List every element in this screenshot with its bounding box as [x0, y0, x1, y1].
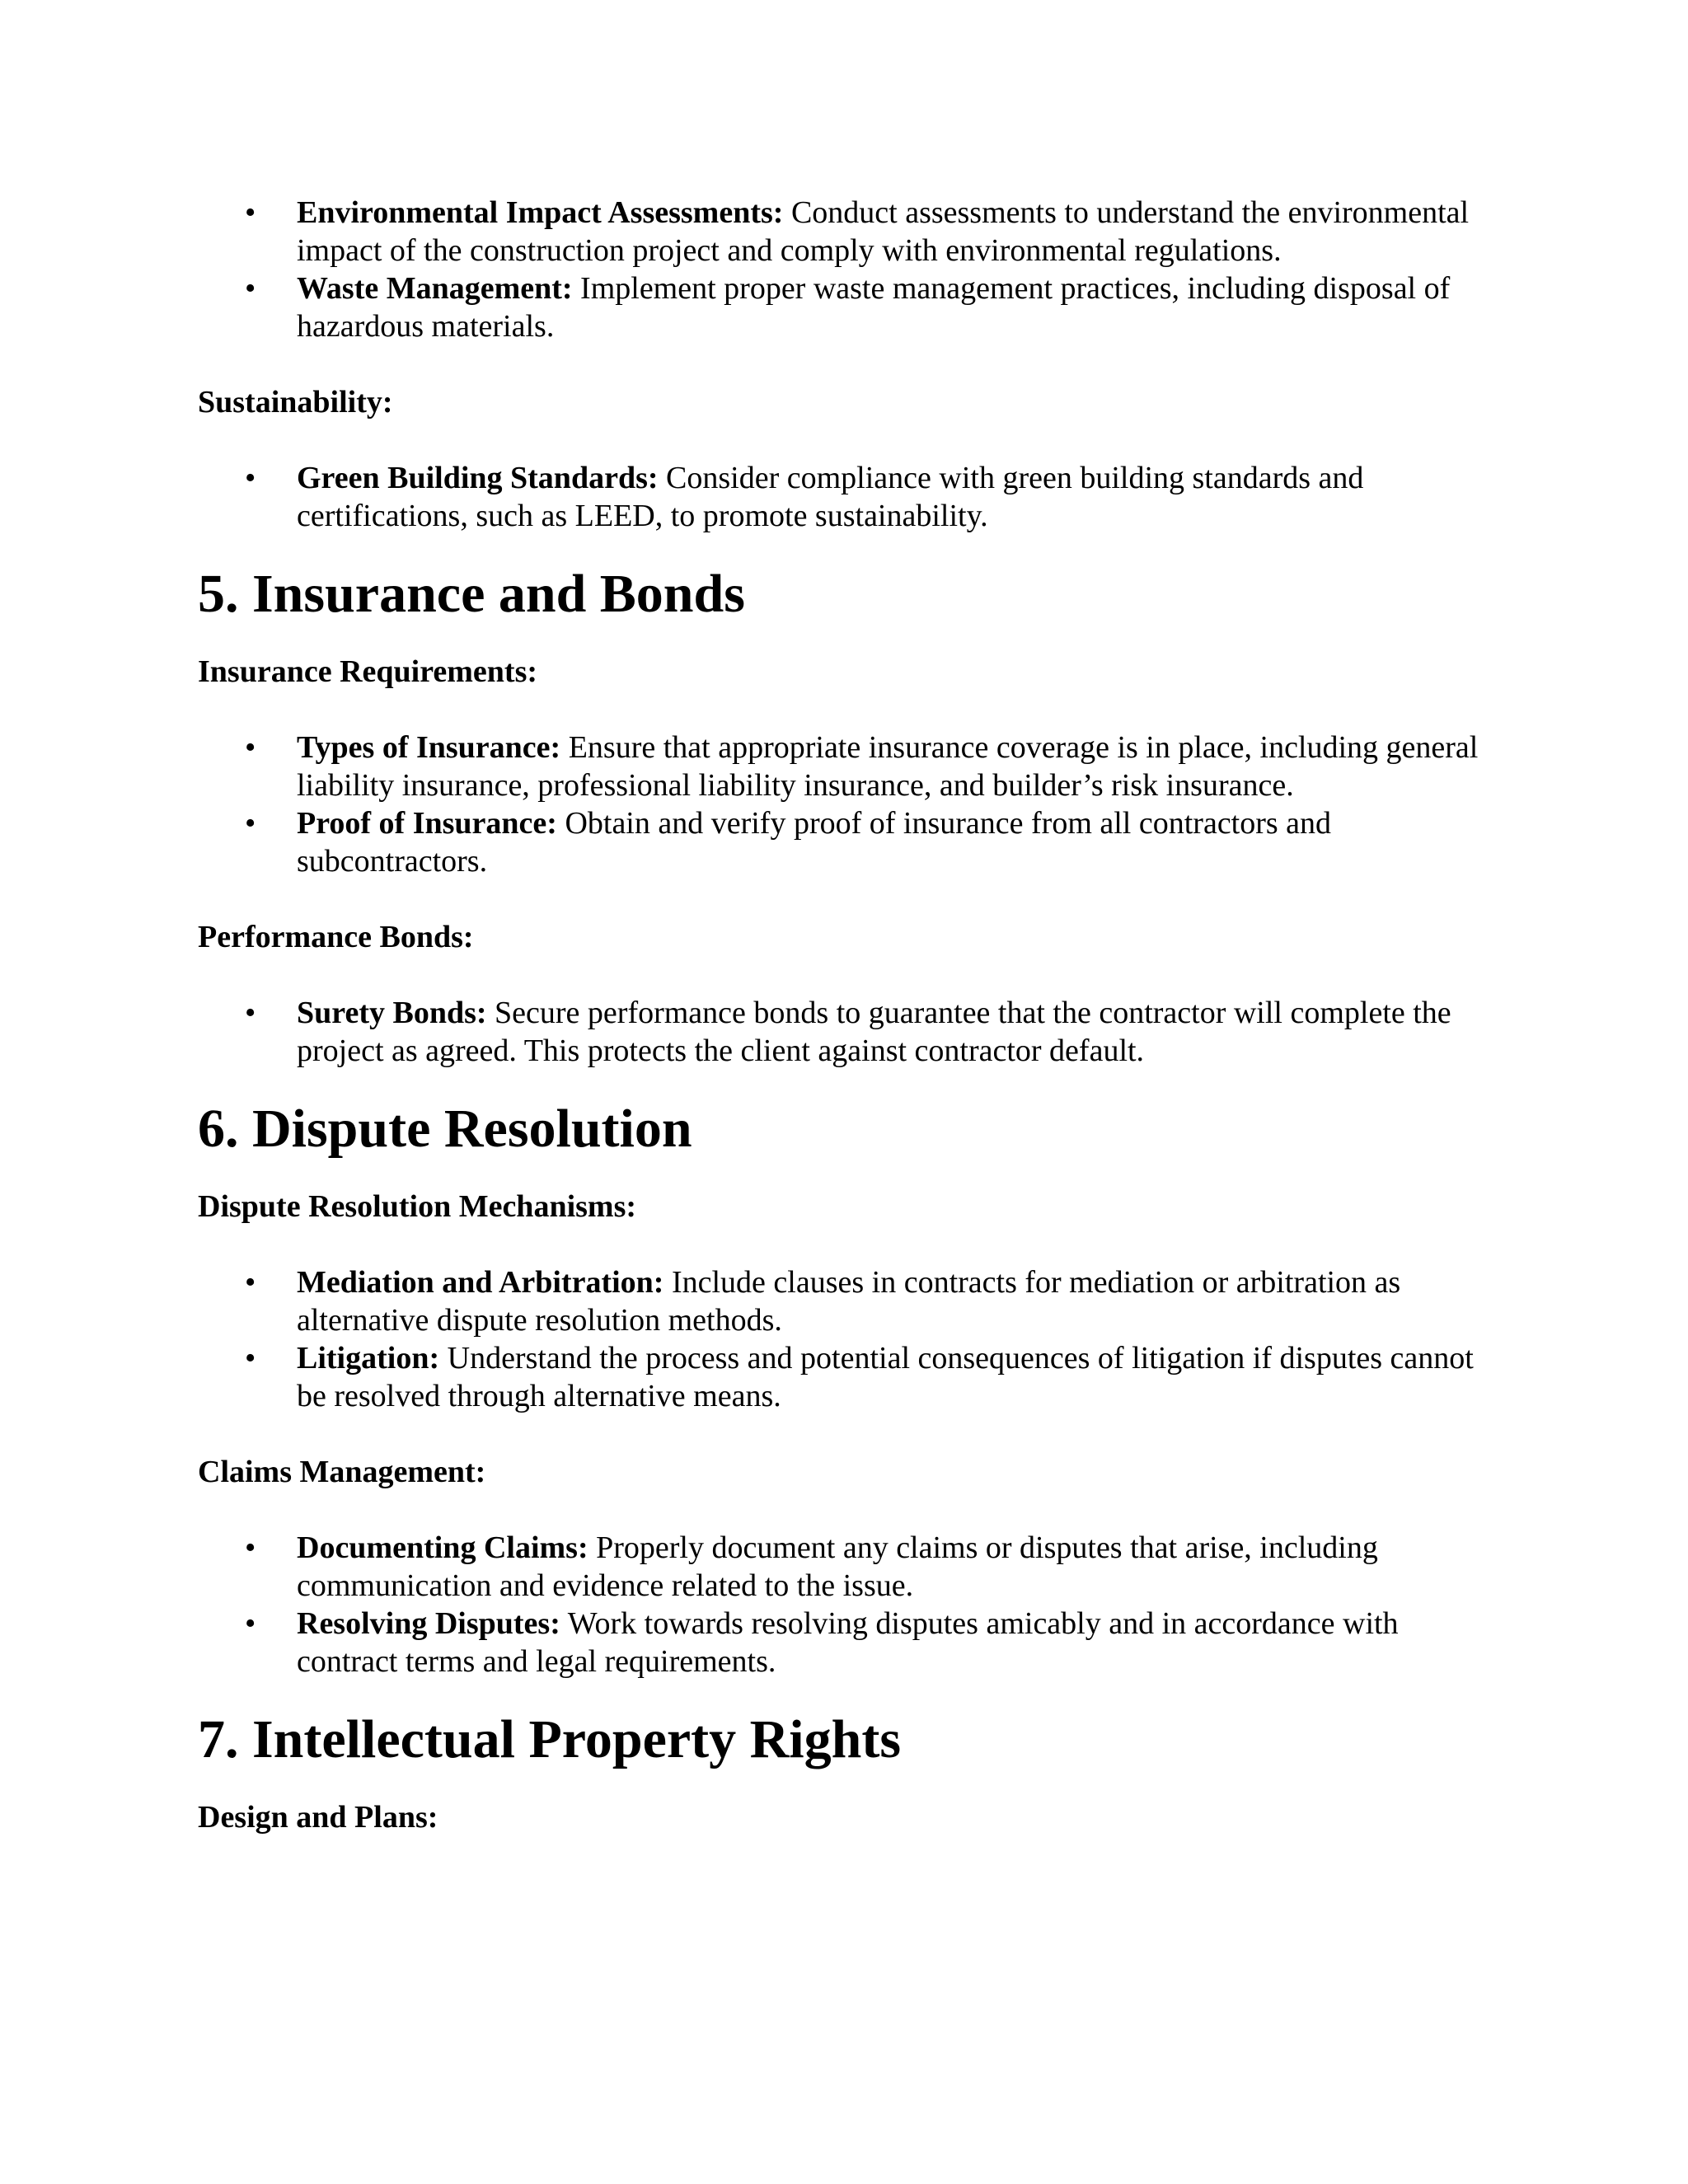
bullet-icon: • [245, 996, 256, 1030]
bullet-icon: • [245, 806, 256, 841]
list-item-text: Ensure that appropriate insurance coverage is in place, including general liability insurance, professional liability insurance, and builder’s risk insurance. [297, 730, 1479, 803]
list-item-term: Surety Bonds: [297, 996, 487, 1030]
list-item-term: Proof of Insurance: [297, 806, 557, 841]
bullet-icon: • [245, 195, 256, 230]
claims-list [198, 1529, 1492, 1680]
insurance-list [198, 729, 1492, 880]
list-item-text: Implement proper waste management practices, including disposal of hazardous materials. [297, 271, 1451, 344]
list-item-term: Green Building Standards: [297, 461, 659, 495]
section-heading-7: 7. Intellectual Property Rights [198, 1709, 902, 1769]
list-item-term: Mediation and Arbitration: [297, 1265, 664, 1300]
list-item-term: Documenting Claims: [297, 1530, 588, 1565]
environmental-list [198, 194, 1492, 345]
list-item-text: Understand the process and potential consequences of litigation if disputes cannot be resolved through alternative means. [297, 1341, 1474, 1413]
bullet-icon: • [245, 1341, 256, 1376]
subheading-dispute-mechanisms: Dispute Resolution Mechanisms: [198, 1189, 637, 1224]
list-item-text: Obtain and verify proof of insurance from all contractors and subcontractors. [297, 806, 1332, 879]
list-item-term: Waste Management: [297, 271, 573, 306]
bullet-icon: • [245, 1265, 256, 1300]
list-item-text: Properly document any claims or disputes that arise, including communication and evidence related to the issue. [297, 1530, 1378, 1603]
bonds-list [198, 994, 1492, 1070]
list-item [198, 459, 1492, 535]
list-item-term: Types of Insurance: [297, 730, 561, 765]
subheading-insurance-requirements: Insurance Requirements: [198, 654, 538, 689]
subheading-claims-management: Claims Management: [198, 1455, 486, 1489]
list-item [198, 804, 1492, 880]
subheading-performance-bonds: Performance Bonds: [198, 920, 474, 954]
list-item [198, 1529, 1492, 1605]
list-item [198, 269, 1492, 345]
subheading-design-and-plans: Design and Plans: [198, 1800, 438, 1835]
bullet-icon: • [245, 730, 256, 765]
list-item [198, 1263, 1492, 1339]
list-item [198, 994, 1492, 1070]
bullet-icon: • [245, 1606, 256, 1641]
list-item-term: Environmental Impact Assessments: [297, 195, 784, 230]
bullet-icon: • [245, 1530, 256, 1565]
sustainability-list [198, 459, 1492, 535]
list-item-text: Conduct assessments to understand the environmental impact of the construction project and comply with environmental regulations. [297, 195, 1470, 268]
list-item-text: Work towards resolving disputes amicably and in accordance with contract terms and legal requirements. [297, 1606, 1399, 1679]
list-item [198, 1605, 1492, 1680]
mechanisms-list [198, 1263, 1492, 1415]
list-item-text: Secure performance bonds to guarantee that the contractor will complete the project as agreed. This protects the client against contractor default. [297, 996, 1451, 1068]
subheading-sustainability: Sustainability: [198, 385, 393, 419]
list-item-text: Consider compliance with green building standards and certifications, such as LEED, to promote sustainability. [297, 461, 1364, 533]
list-item [198, 729, 1492, 804]
bullet-icon: • [245, 271, 256, 306]
list-item [198, 194, 1492, 269]
section-heading-6: 6. Dispute Resolution [198, 1099, 692, 1159]
section-heading-5: 5. Insurance and Bonds [198, 564, 745, 624]
document-page [198, 194, 1492, 1836]
list-item-term: Litigation: [297, 1341, 440, 1376]
bullet-icon: • [245, 461, 256, 495]
list-item-term: Resolving Disputes: [297, 1606, 560, 1641]
list-item [198, 1339, 1492, 1415]
list-item-text: Include clauses in contracts for mediation or arbitration as alternative dispute resolution methods. [297, 1265, 1401, 1338]
